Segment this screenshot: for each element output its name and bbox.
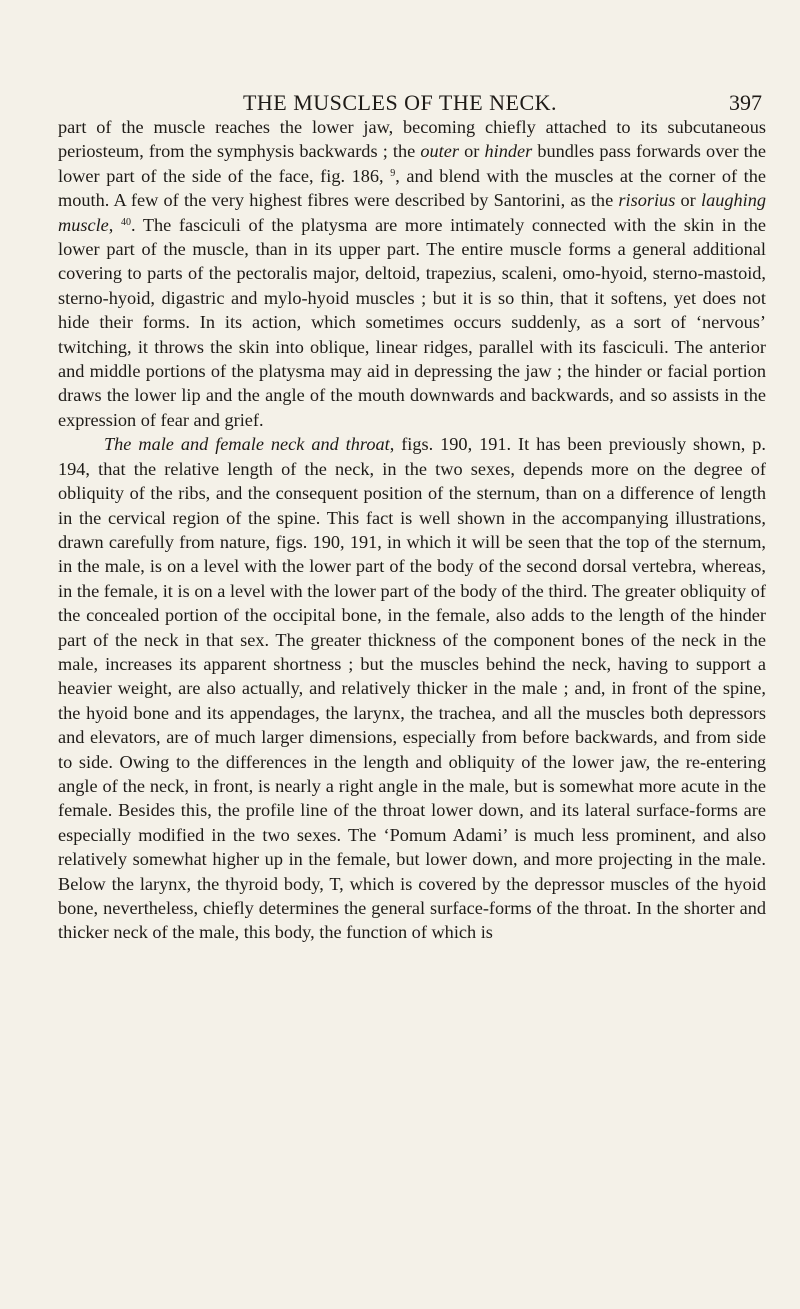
page-number: 397 [729,90,762,115]
italic-term: outer [420,141,459,162]
section-heading-italic: The male and female neck and throat [104,434,390,455]
italic-term: risorius [618,190,676,211]
paragraph-platysma [58,115,766,432]
text-run: or [675,190,701,211]
text-run: . The fasciculi of the platysma are more intimately connected with the skin in the lower part of the muscle, than in its upper part. The entire muscle forms a general additional covering to parts of the pectoralis major, deltoid, trapezius, scaleni, omo-hyoid, sterno-mastoid, sterno-hyoid, digastric and mylo-hyoid muscles ; but it is so thin, that it softens, yet does not hide their forms. In its action, which sometimes occurs suddenly, as a sort of ‘nervous’ twitching, it throws the skin into oblique, linear ridges, parallel with its fasciculi. The anterior and middle portions of the platysma may aid in depressing the jaw ; the hinder or facial portion draws the lower lip and the angle of the mouth downwards and backwards, and so assists in the expression of fear and grief. [58,214,766,430]
text-run: , and blend with the muscles at the corner of the mouth. A few of the very highest fibres were described by Santorini, as the [58,165,766,211]
text-run: , [108,214,121,235]
italic-term: laughing muscle [58,190,766,235]
body-text [58,115,766,945]
figure-reference: 40 [120,216,131,228]
text-run: or [458,141,485,162]
text-run: part of the muscle reaches the lower jaw, becoming chiefly attached to its subcutaneous periosteum, from the symphysis backwards ; the [58,117,766,162]
running-header: THE MUSCLES OF THE NECK. [242,90,558,115]
italic-term: hinder [484,141,533,162]
text-run: , figs. 190, 191. It has been previously shown, p. 194, that the relative length of the neck, in the two sexes, depends more on the degree of obliquity of the ribs, and the consequent position of the sternum, than on a difference of length in the cervical region of the spine. This fact is well shown in the accompanying illustrations, drawn carefully from nature, figs. 190, 191, in which it will be seen that the top of the sternum, in the male, is on a level with the lower part of the body of the second dorsal vertebra, whereas, in the female, it is on a level with the lower part of the body of the third. The greater obliquity of the concealed portion of the occipital bone, in the female, also adds to the length of the hinder part of the neck in that sex. The greater thickness of the component bones of the neck in the male, increases its apparent shortness ; but the muscles behind the neck, having to support a heavier weight, are also actually, and relatively thicker in the male ; and, in front of the spine, the hyoid bone and its appendages, the larynx, the trachea, and all the muscles both depressors and elevators, are of much larger dimensions, especially from before backwards, and from side to side. Owing to the differences in the length and obliquity of the lower jaw, the re-entering angle of the neck, in front, is nearly a right angle in the male, but is somewhat more acute in the female. Besides this, the profile line of the throat lower down, and its lateral surface-forms are especially modified in the two sexes. The ‘Pomum Adami’ is much less prominent, and also relatively somewhat higher up in the female, but lower down, and more projecting in the male. Below the larynx, the thyroid body, T, which is covered by the depressor muscles of the hyoid bone, nevertheless, chiefly determines the general surface-forms of the throat. In the shorter and thicker neck of the male, this body, the function of which is [58,434,766,943]
figure-reference: 9 [390,167,396,179]
paragraph-male-female-neck [58,432,766,945]
text-run: bundles pass forwards over the lower part of the side of the face, fig. 186, [58,141,767,186]
